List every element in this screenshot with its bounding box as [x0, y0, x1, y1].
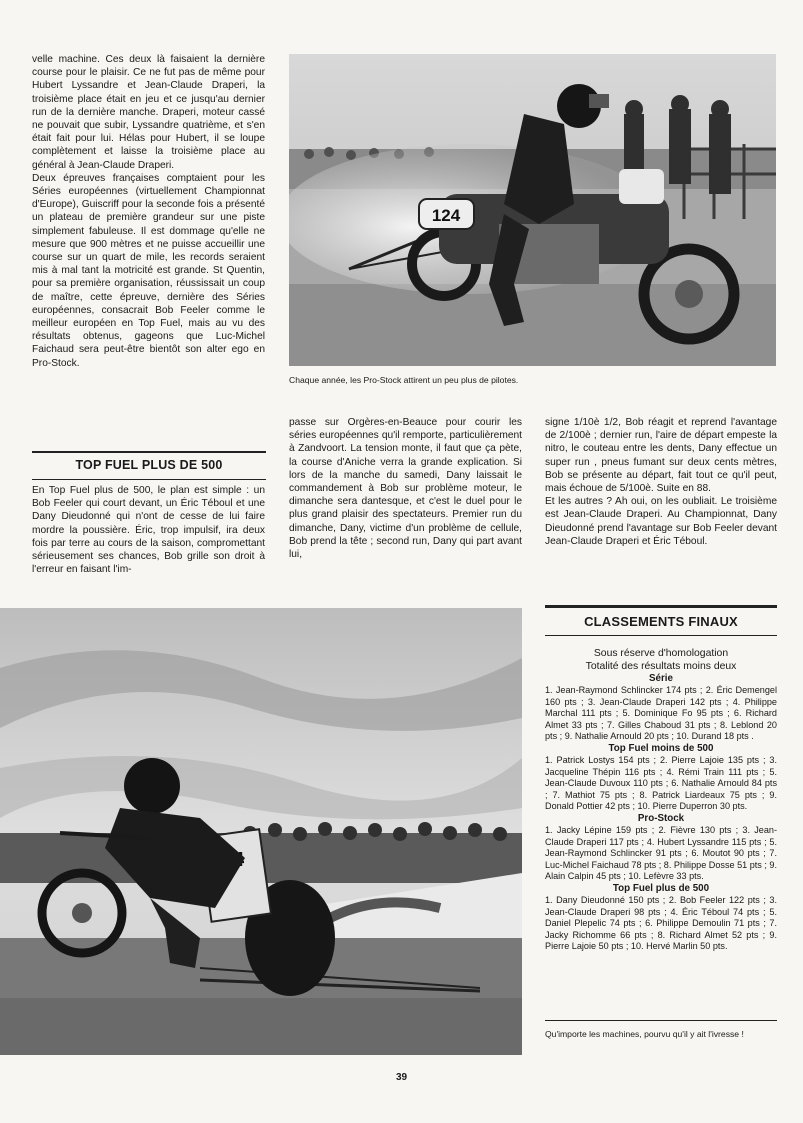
results-divider [545, 1020, 777, 1021]
results-section-title: Top Fuel plus de 500 [612, 882, 710, 894]
results-section-text: 1. Jacky Lépine 159 pts ; 2. Fièvre 130 pts ; 3. Jean-Claude Draperi 117 pts ; 4. Hubert Lyssandre 115 pts ; 5. Jean-Raymond Schlincker 91 pts ; 6. Moutot 90 pts ; 7. Luc-Michel Faichaud 78 pts ; 8. Philippe Dosse 51 pts ; 9. Alain Calpin 45 pts ; 10. Lefèvre 33 pts. [545, 824, 778, 882]
page-number: 39 [395, 1072, 408, 1083]
photo-caption-top: Chaque année, les Pro-Stock attirent un peu plus de pilotes. [289, 375, 519, 385]
photo-top-fuel [0, 608, 522, 1055]
article-paragraph: velle machine. Ces deux là faisaient la dernière course pour le plaisir. Ce ne fut pas de même pour Hubert Lyssandre et Jean-Claude Draperi, la troisième place était en jeu et ce jusqu'au dernier run de la dernière manche. Draperi, moteur cassé ne pouvait que subir, Lyssandre quatrième, et s'en était fait pour lui. Hélas pour Hubert, il se loupe complètement et laisse la troisième place au général à Jean-Claude Draperi. [32, 54, 265, 171]
article-paragraph: signe 1/10è 1/2, Bob réagit et reprend l'avantage de 2/100è ; dernier run, l'aire de départ empeste la nitro, le couteau entre les dents, Dany effectue un super run , pneus fumant sur deux cents mètres, Bob se présente au départ, fait tout ce qu'il peut, mais échoue de 5/100è. Suite en 88. [545, 417, 777, 495]
results-heading-box [545, 605, 777, 636]
race-number-124: 124 [431, 206, 461, 225]
motorcycle-photo-illustration [289, 54, 776, 366]
article-paragraph: passe sur Orgères-en-Beauce pour courir les séries européennes qu'il remporte, particulièrement à Zandvoort. La tension monte, il faut que ça pète, la course d'Aniche verra la grande explication. Si lors de la manche du samedi, Dany laissait le commandement à Bob sur problème moteur, le dimanche sera dantesque, et c'est le duel pour le plus grand plaisir des spectateurs. Premier run du dimanche, Dany, victime d'un problème de cellule, Bob prend la tête ; second run, Dany qui part avant lui, [289, 417, 522, 561]
results-heading: CLASSEMENTS FINAUX [584, 614, 738, 629]
results-section-title: Série [649, 673, 673, 684]
results-intro-1: Sous réserve d'homologation [593, 648, 729, 659]
results-section-text: 1. Dany Dieudonné 150 pts ; 2. Bob Feeler 122 pts ; 3. Jean-Claude Draperi 98 pts ; 4. Éric Téboul 74 pts ; 5. Daniel Plepelic 74 pts ; 6. Philippe Demoulin 71 pts ; 7. Jacky Richomme 66 pts ; 8. Richard Almet 52 pts ; 9. Pierre Lajoie 50 pts ; 10. Hervé Marlin 50 pts. [545, 894, 777, 952]
section-heading-box [32, 451, 266, 480]
results-box [545, 605, 777, 953]
photo-pro-stock [289, 54, 776, 366]
photo-caption-bottom: Qu'importe les machines, pourvu qu'il y ait l'ivresse ! [545, 1029, 744, 1039]
results-section-text: 1. Patrick Lostys 154 pts ; 2. Pierre Lajoie 135 pts ; 3. Jacqueline Thépin 116 pts ; 4. Rémi Train 111 pts ; 5. Jean-Claude Duvoux 110 pts ; 6. Nathalie Arnould 84 pts ; 7. Mathiot 75 pts ; 8. Patrick Liardeaux 75 pts ; 9. Donald Pottier 42 pts ; 10. Pierre Duperron 30 pts. [545, 754, 777, 812]
results-section-text: 1. Jean-Raymond Schlincker 174 pts ; 2. Éric Demengel 160 pts ; 3. Jean-Claude Draperi 142 pts ; 4. Philippe Marchal 111 pts ; 5. Dominique Fo 95 pts ; 6. Richard Almet 33 pts ; 7. Gilles Chaboud 31 pts ; 8. Leblond 20 pts ; 9. Nathalie Arnould 20 pts ; 10. Durand 18 pts . [545, 685, 777, 742]
results-section-title: Pro-Stock [637, 812, 685, 824]
article-paragraph: Et les autres ? Ah oui, on les oubliait. Le troisième est Jean-Claude Draperi. Au Championnat, Dany Dieudonné prend l'avantage sur Bob Feeler devant Jean-Claude Draperi et Éric Téboul. [545, 496, 777, 547]
section-heading: TOP FUEL PLUS DE 500 [75, 458, 223, 472]
article-column-1-section [32, 484, 265, 576]
results-section-title: Top Fuel moins de 500 [608, 742, 714, 754]
article-column-1 [32, 53, 265, 370]
article-paragraph: Deux épreuves françaises comptaient pour les Séries européennes (virtuellement Championnat d'Europe), Guiscriff pour la seconde fois a présenté un plateau de première grandeur sur une piste simplement fabuleuse. Il est dommage qu'elle ne mesure que 900 mètres et ne puisse accueillir une course sur un quart de mile, les records seraient mis à mal tant la motricité est grande. St Quentin, pour sa première organisation, réussissait un coup de maître, cette épreuve, dernière des Séries européennes, consacrait Bob Feeler comme le meilleur européen en Top Fuel, mais au vu des résultats obtenus, gageons que Luc-Michel Faichaud sera peut-être bientôt son alter ego en Pro-Stock. [32, 172, 265, 369]
dragster-photo-illustration [0, 608, 522, 1055]
article-column-3 [545, 416, 777, 548]
results-intro-2: Totalité des résultats moins deux [585, 660, 737, 672]
article-column-2 [289, 416, 522, 561]
article-paragraph: En Top Fuel plus de 500, le plan est simple : un Bob Feeler qui court devant, un Éric Téboul et une Dany Dieudonné qui n'ont de cesse de lui faire mordre la poussière. Éric, trop impulsif, ira deux fois par terre au cours de la saison, compromettant sérieusement ses chances, Bob grille son droit à l'erreur en faisant l'im- [32, 485, 265, 576]
